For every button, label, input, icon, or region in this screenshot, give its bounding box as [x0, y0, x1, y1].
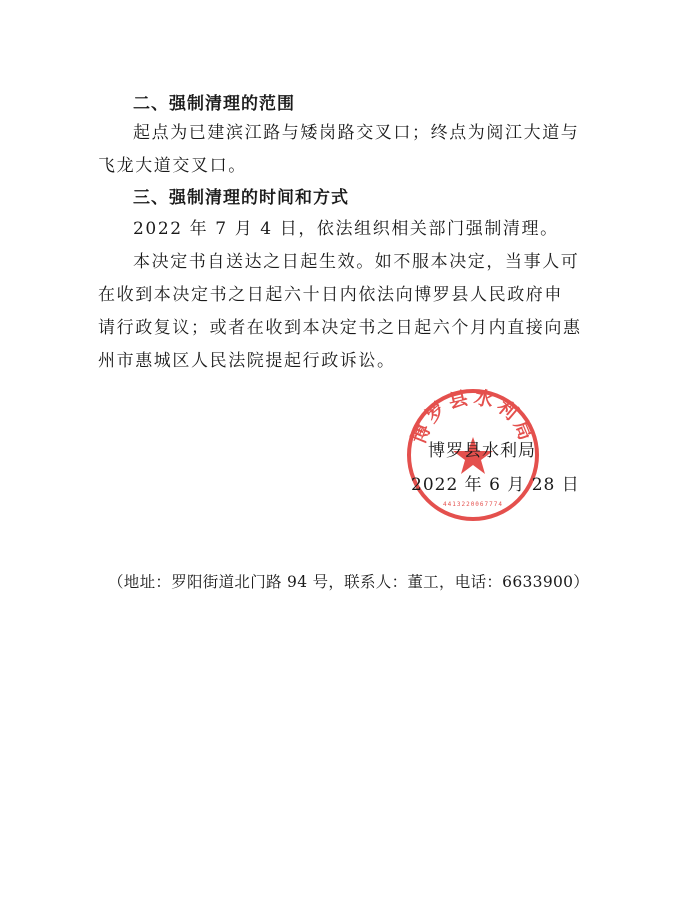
section2-line-2: 飞龙大道交叉口。: [98, 156, 247, 176]
section3-heading: 三、强制清理的时间和方式: [133, 188, 349, 208]
seal-text: 博罗县水利局: [407, 386, 539, 447]
effect-line-3: 请行政复议；或者在收到本决定书之日起六个月内直接向惠: [98, 318, 582, 338]
seal-serial: 4413220067774: [443, 501, 503, 508]
section2-line-1: 起点为已建滨江路与矮岗路交叉口；终点为阅江大道与: [133, 123, 580, 143]
effect-line-4: 州市惠城区人民法院提起行政诉讼。: [98, 351, 396, 371]
issuer-name: 博罗县水利局: [428, 441, 536, 461]
section3-line: 2022 年 7 月 4 日，依法组织相关部门强制清理。: [133, 219, 559, 239]
effect-line-1: 本决定书自送达之日起生效。如不服本决定，当事人可: [133, 252, 580, 272]
section2-heading: 二、强制清理的范围: [133, 94, 295, 114]
issue-date: 2022 年 6 月 28 日: [411, 475, 580, 495]
effect-line-2: 在收到本决定书之日起六十日内依法向博罗县人民政府申: [98, 285, 563, 305]
contact-footer: （地址：罗阳街道北门路 94 号，联系人：董工，电话：6633900）: [108, 573, 590, 591]
